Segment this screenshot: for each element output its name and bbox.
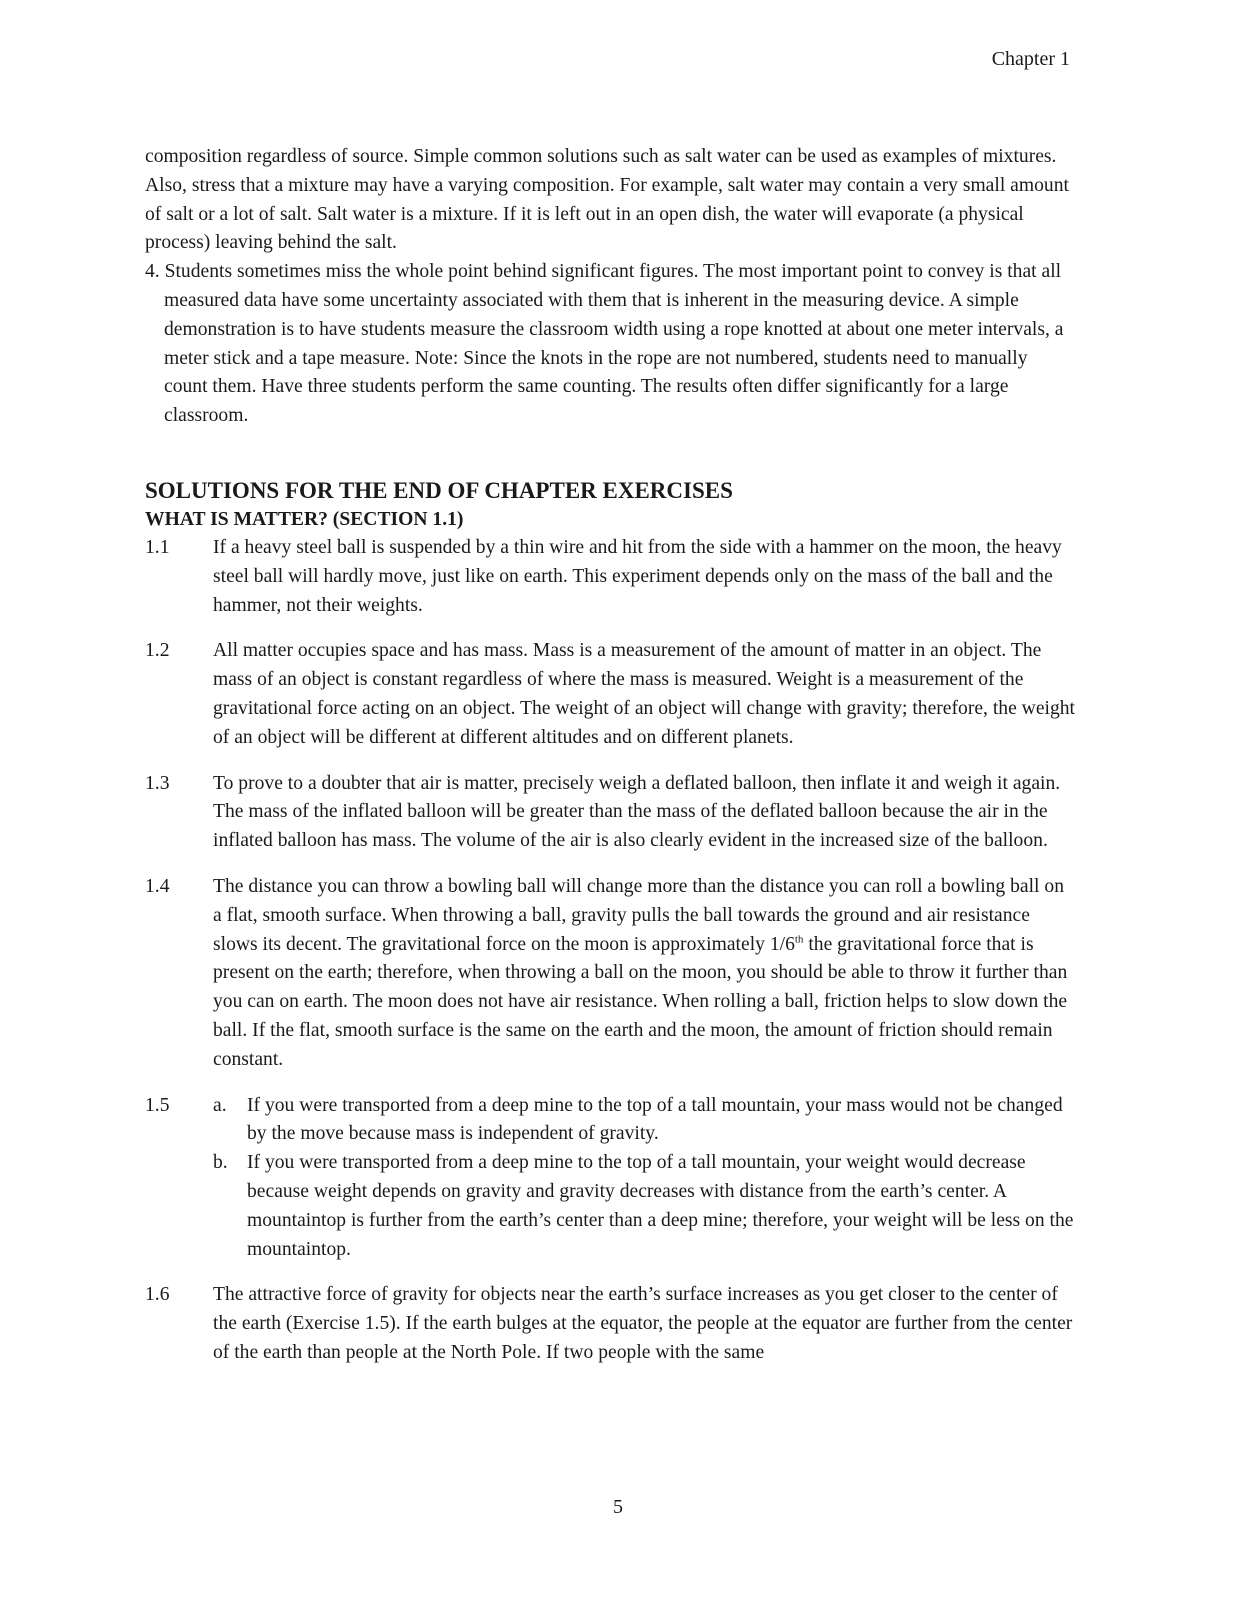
exercise-1-1	[145, 534, 1075, 620]
exercise-number: 1.2	[145, 640, 170, 662]
part-letter: a.	[213, 1094, 227, 1116]
page-number: 5	[613, 1496, 623, 1518]
part-letter: b.	[213, 1152, 228, 1174]
exercise-number: 1.5	[145, 1094, 170, 1116]
exercise-number: 1.6	[145, 1284, 170, 1306]
exercise-part-a	[213, 1092, 1075, 1150]
exercise-text: All matter occupies space and has mass. Mass is a measurement of the amount of matter in an object. The mass of an object is constant regardless of where the mass is measured. Weight is a measurement of the gravitational force acting on an object. The weight of an object will change with gravity; therefore, the weight of an object will be different at different altitudes and on different planets.	[213, 640, 1076, 748]
exercise-text: The attractive force of gravity for objects near the earth’s surface increases as you get closer to the center of the earth (Exercise 1.5). If the earth bulges at the equator, the people at the equator are further from the center of the earth than people at the North Pole. If two people with the same	[213, 1284, 1073, 1363]
exercise-text-before: The distance you can throw a bowling ball will change more than the distance you can roll a bowling ball on a flat, smooth surface. When throwing a ball, gravity pulls the ball towards the ground and air resistance slows its decent. The gravitational force on the moon is approximately 1/6	[213, 875, 1064, 955]
exercise-text: If a heavy steel ball is suspended by a thin wire and hit from the side with a hammer on the moon, the heavy steel ball will hardly move, just like on earth. This experiment depends only on the mass of the ball and the hammer, not their weights.	[213, 536, 1062, 616]
exercise-text-after: the gravitational force that is present on the earth; therefore, when throwing a ball on the moon, you should be able to throw it further than you can on earth. The moon does not have air resistance. When rolling a ball, friction helps to slow down the ball. If the flat, smooth surface is the same on the earth and the moon, the amount of friction should remain constant.	[213, 933, 1068, 1070]
exercise-parts	[213, 1092, 1075, 1265]
exercise-1-4	[145, 873, 1075, 1075]
section-heading: WHAT IS MATTER? (SECTION 1.1)	[145, 508, 464, 530]
intro-continuation-paragraph: composition regardless of source. Simple common solutions such as salt water can be used as examples of mixtures. Also, stress that a mixture may have a varying composition. For example, salt water may contain a very small amount of salt or a lot of salt. Salt water is a mixture. If it is left out in an open dish, the water will evaporate (a physical process) leaving behind the salt.	[145, 146, 1069, 254]
exercise-part-b	[213, 1149, 1075, 1264]
superscript-th: th	[794, 933, 804, 945]
part-text: If you were transported from a deep mine to the top of a tall mountain, your weight would decrease because weight depends on gravity and gravity decreases with distance from the earth’s center. A mountaintop is further from the earth’s center than a deep mine; therefore, your weight will be less on the mountaintop.	[247, 1152, 1074, 1260]
running-header-chapter: Chapter 1	[991, 48, 1070, 70]
page-content	[145, 143, 1075, 1385]
exercise-text: To prove to a doubter that air is matter, precisely weigh a deflated balloon, then inflate it and weigh it again. The mass of the inflated balloon will be greater than the mass of the deflated balloon because the air in the inflated balloon has mass. The volume of the air is also clearly evident in the increased size of the balloon.	[213, 772, 1061, 852]
exercise-1-2	[145, 637, 1075, 752]
exercise-1-3	[145, 770, 1075, 856]
solutions-heading: SOLUTIONS FOR THE END OF CHAPTER EXERCISES	[145, 477, 733, 503]
exercise-1-5	[145, 1092, 1075, 1265]
intro-list-item-4: 4. Students sometimes miss the whole point behind significant figures. The most important point to convey is that all measured data have some uncertainty associated with them that is inherent in the measuring device. A simple demonstration is to have students measure the classroom width using a rope knotted at about one meter intervals, a meter stick and a tape measure. Note: Since the knots in the rope are not numbered, students need to manually count them. Have three students perform the same counting. The results often differ significantly for a large classroom.	[145, 261, 1064, 427]
exercise-text	[213, 873, 1075, 1075]
exercise-number: 1.4	[145, 875, 170, 897]
part-text: If you were transported from a deep mine to the top of a tall mountain, your mass would not be changed by the move because mass is independent of gravity.	[247, 1094, 1063, 1145]
exercise-1-6	[145, 1281, 1075, 1367]
exercise-number: 1.1	[145, 536, 170, 558]
exercise-number: 1.3	[145, 772, 170, 794]
